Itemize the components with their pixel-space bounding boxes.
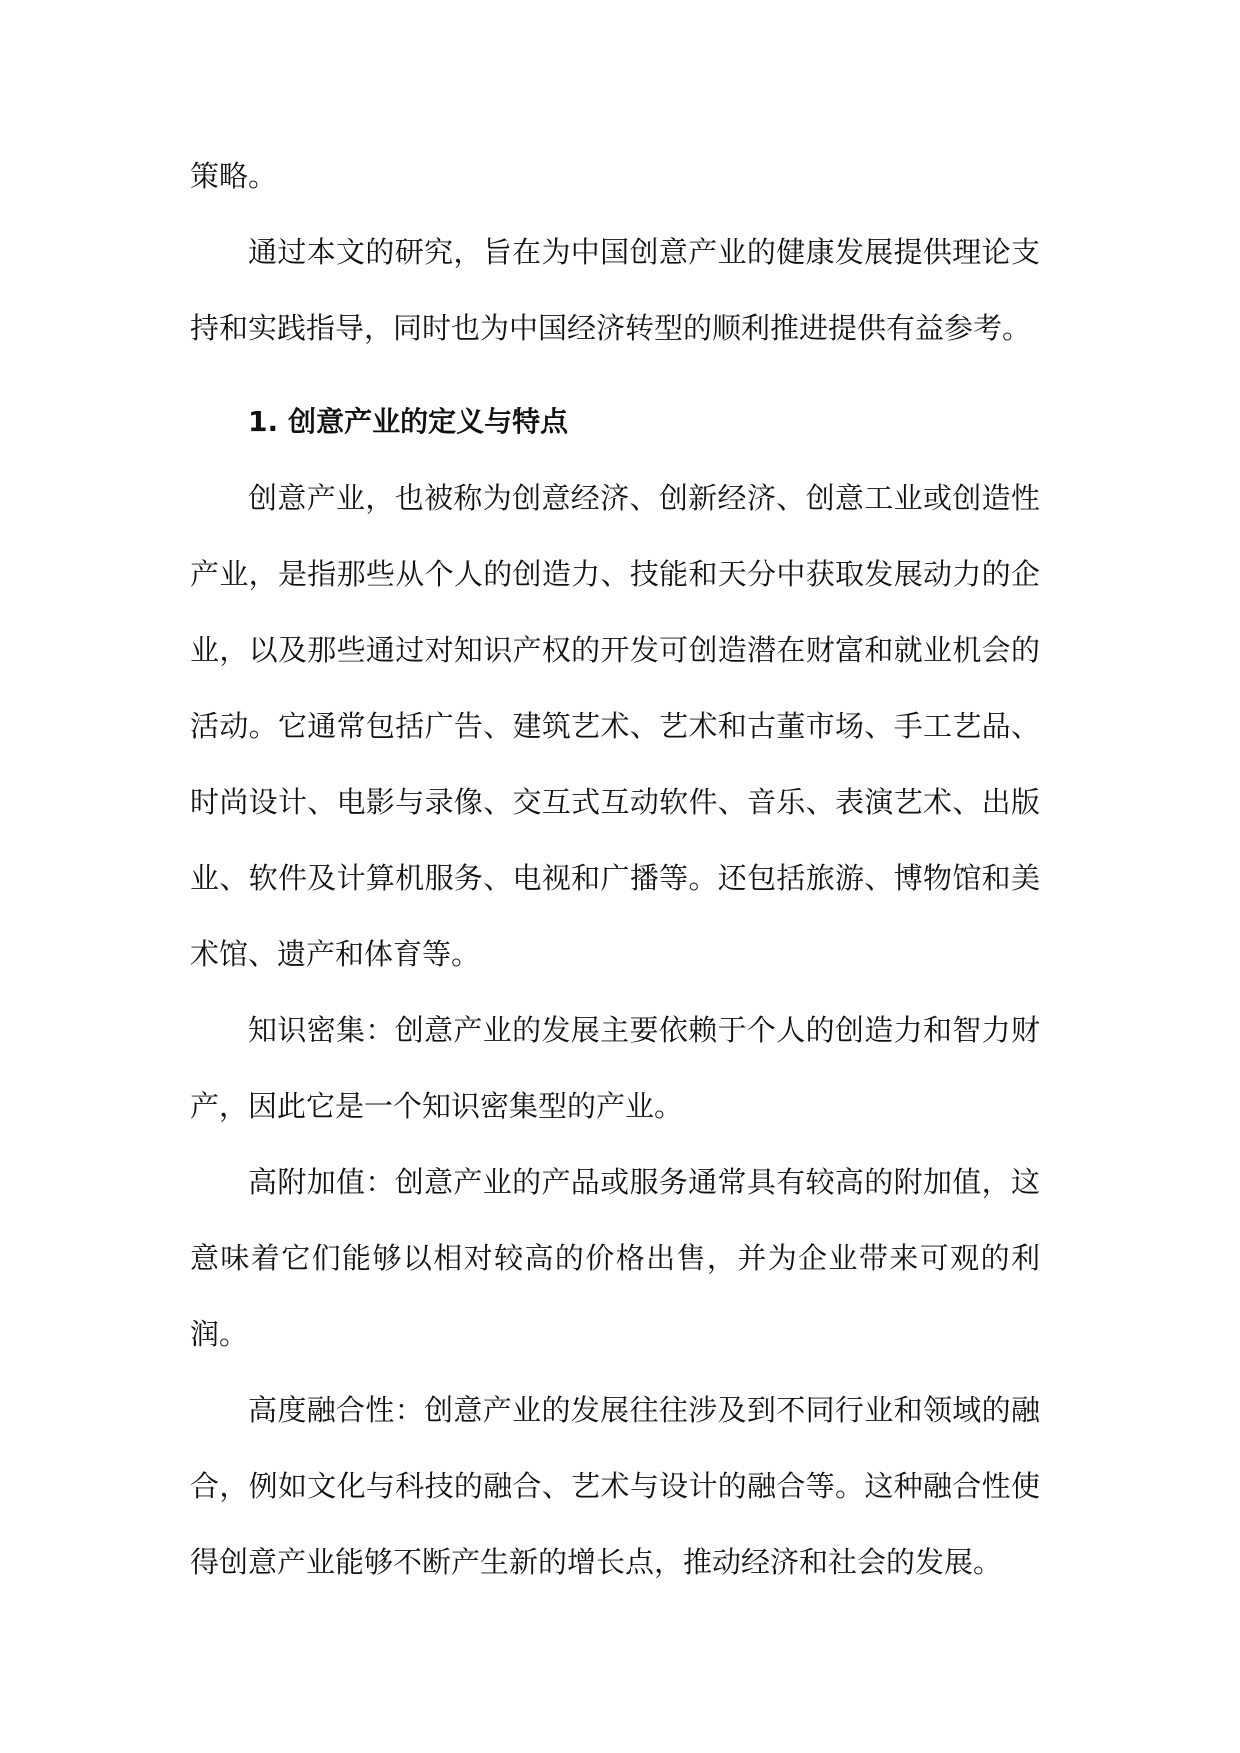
paragraph-continuation: 策略。 bbox=[190, 159, 278, 193]
paragraph-definition: 创意产业，也被称为创意经济、创新经济、创意工业或创造性产业，是指那些从个人的创造力、技能和天分中获取发展动力的企业，以及那些通过对知识产权的开发可创造潜在财富和就业机会的活动。它通常包括广告、建筑艺术、艺术和古董市场、手工艺品、时尚设计、电影与录像、交互式互动软件、音乐、表演艺术、出版业、软件及计算机服务、电视和广播等。还包括旅游、博物馆和美术馆、遗产和体育等。 bbox=[190, 481, 1040, 971]
paragraph-high-integration: 高度融合性：创意产业的发展往往涉及到不同行业和领域的融合，例如文化与科技的融合、艺术与设计的融合等。这种融合性使得创意产业能够不断产生新的增长点，推动经济和社会的发展。 bbox=[190, 1393, 1040, 1579]
paragraph-research-purpose: 通过本文的研究，旨在为中国创意产业的健康发展提供理论支持和实践指导，同时也为中国经济转型的顺利推进提供有益参考。 bbox=[190, 235, 1040, 345]
section-heading bbox=[190, 384, 1040, 460]
section-title: 创意产业的定义与特点 bbox=[288, 405, 569, 438]
document-body bbox=[190, 138, 1040, 1600]
paragraph-knowledge-intensive: 知识密集：创意产业的发展主要依赖于个人的创造力和智力财产，因此它是一个知识密集型的产业。 bbox=[190, 1013, 1040, 1123]
section-number: 1. bbox=[248, 405, 279, 438]
paragraph-high-value-added: 高附加值：创意产业的产品或服务通常具有较高的附加值，这意味着它们能够以相对较高的价格出售，并为企业带来可观的利润。 bbox=[190, 1165, 1040, 1351]
